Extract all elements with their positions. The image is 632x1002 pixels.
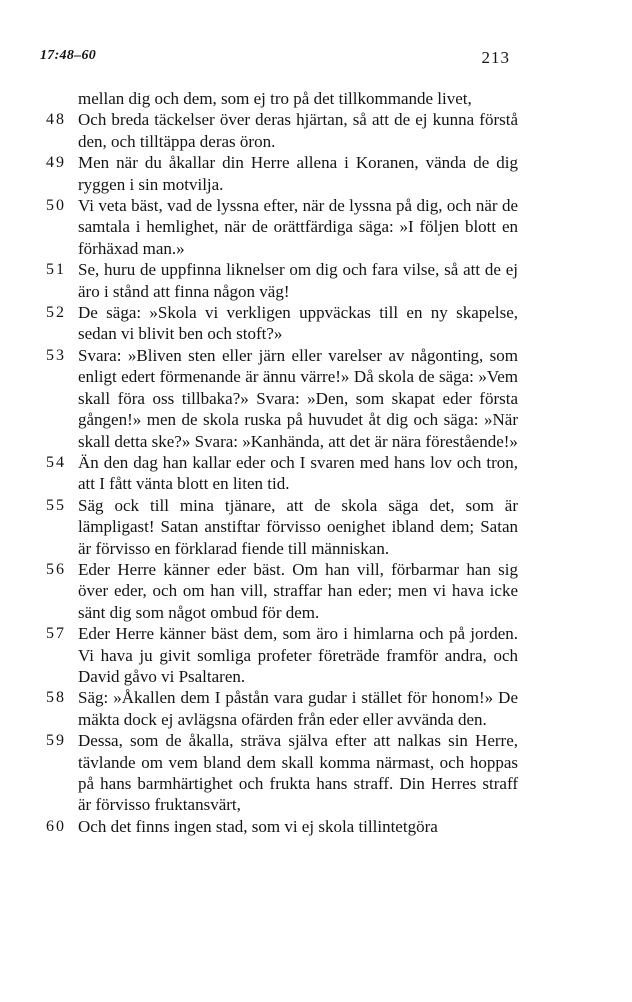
verse-number: 52 [46,304,66,322]
chapter-reference: 17:48–60 [40,48,97,63]
verse-continuation [46,88,518,109]
verse-text: De säga: »Skola vi verkligen uppväckas till en ny skapelse, sedan vi blivit ben och stoft?» [78,303,518,344]
verse-54 [46,452,518,495]
verse-53 [46,345,518,452]
verse-text: Och breda täckelser över deras hjärtan, så att de ej kunna förstå den, och tilltäppa deras öron. [78,110,518,151]
verse-number: 59 [46,732,66,750]
page-header [40,48,510,72]
verse-59 [46,730,518,816]
verse-55 [46,495,518,559]
verse-number: 53 [46,346,66,364]
verse-text: Se, huru de uppfinna liknelser om dig och fara vilse, så att de ej äro i stånd att finna någon väg! [78,260,518,301]
verse-text: Men när du åkallar din Herre allena i Koranen, vända de dig ryggen i sin motvilja. [78,153,518,194]
verse-58 [46,687,518,730]
verse-number: 50 [46,197,66,215]
verse-text: mellan dig och dem, som ej tro på det tillkommande livet, [78,89,472,108]
verse-49 [46,152,518,195]
verse-number: 58 [46,689,66,707]
verse-text: Och det finns ingen stad, som vi ej skola tillintetgöra [78,816,438,836]
verse-number: 48 [46,111,66,129]
verse-60 [46,816,518,837]
verse-text: Eder Herre känner bäst dem, som äro i himlarna och på jorden. Vi hava ju givit somliga profeter företräde framför andra, och David gåvo vi Psaltaren. [78,624,518,686]
verse-number: 60 [46,817,66,835]
verse-text: Svara: »Bliven sten eller järn eller varelser av någonting, som enligt edert förmenande är ännu värre!» Då skola de säga: »Vem skall föra oss tillbaka?» Svara: »Den, som skapat eder första gången!» men de skola ruska på huvudet åt dig och säga: »När skall detta ske?» Svara: »Kanhända, att det är nära förestående!» [78,345,518,451]
verse-text: Än den dag han kallar eder och I svaren med hans lov och tron, att I fått vänta blott en liten tid. [78,452,518,494]
verse-51 [46,259,518,302]
verse-number: 54 [46,453,66,471]
verse-57 [46,623,518,687]
verse-text: Eder Herre känner eder bäst. Om han vill, förbarmar han sig över eder, och om han vill, straffar han eder; men vi hava icke sänt dig som något ombud för dem. [78,559,518,622]
verse-number: 57 [46,625,66,643]
verse-48 [46,109,518,152]
verse-number: 49 [46,154,66,172]
verse-number: 51 [46,261,66,279]
verse-number: 55 [46,496,66,514]
verse-52 [46,302,518,345]
verse-text: Säg ock till mina tjänare, att de skola säga det, som är lämpligast! Satan anstiftar förvisso oenighet ibland dem; Satan är förvisso en förklarad fiende till människan. [78,495,518,558]
verse-text: Säg: »Åkallen dem I påstån vara gudar i stället för honom!» De mäkta dock ej avlägsna ofärden från eder eller avvända den. [78,688,518,729]
verse-number: 56 [46,560,66,578]
verse-text: Vi veta bäst, vad de lyssna efter, när de lyssna på dig, och när de samtala i hemlighet, när de orättfärdiga säga: »I följen blott en förhäxad man.» [78,196,518,258]
verse-50 [46,195,518,259]
verse-list [46,88,518,837]
page-number: 213 [481,48,510,67]
verse-text: Dessa, som de åkalla, sträva själva efter att nalkas sin Herre, tävlande om vem bland dem skall komma närmast, och hoppas på hans barmhärtighet och frukta hans straff. Din Herres straff är förvisso fruktansvärt, [78,731,518,815]
verse-56 [46,559,518,623]
